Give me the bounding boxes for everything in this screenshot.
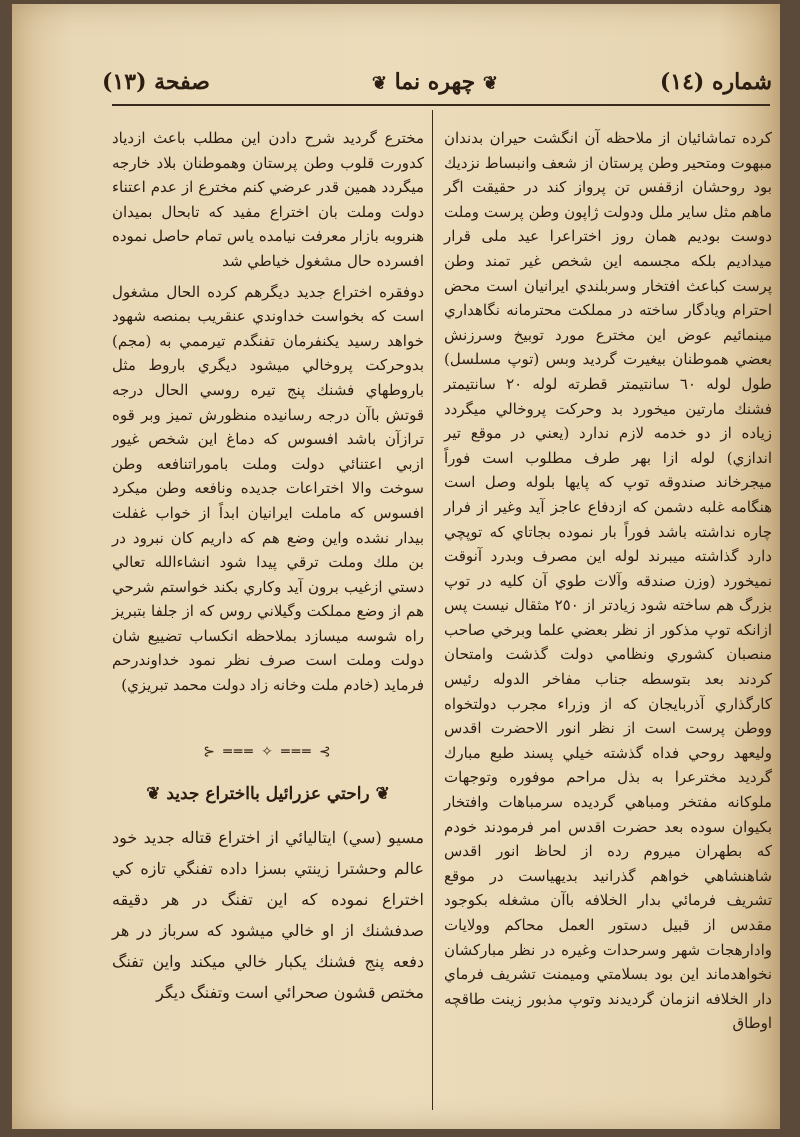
masthead-title-group — [372, 69, 498, 95]
page-header — [102, 62, 772, 102]
left-column-paragraph-1: مخترع گردید شرح دادن این مطلب باعث ازدیاد کدورت قلوب وطن پرستان وهموطنان بلاد خارجه میگردد همین قدر عرضي کنم مخترع از عدم اعتناء دولت وملت بان اختراع مفید که تابحال بمیدان هنروبه بازار معرفت نیامده یاس تمام حاصل نموده افسرده حال مشغول خیاطي شد — [112, 129, 424, 270]
article-body — [112, 822, 424, 1008]
issue-number: شماره (١٤) — [659, 69, 772, 95]
right-column — [444, 126, 772, 1036]
masthead-title: چهره نما — [394, 69, 476, 95]
page-number: صفحة (١٣) — [102, 69, 210, 95]
column-divider — [432, 110, 433, 1110]
left-column-paragraph-2: دوفقره اختراع جدید دیگرهم کرده الحال مشغول است که بخواست خداوندي عنقریب بمنصه شهود خواهد رسید یکنفرمان تفنگدم تیرممي به (مجم) بدوحرکت پروخالي میشود دیگري باروط مثل باروطهاي فشنك پنج تیره روسي الحال درجه قوتش باآن درجه رسانیده منظورش تمیز وبر قوه ترازآن باشد افسوس که دماغ این شخص غیور ازبي اعتنائي دولت وملت باموراتنافعه وطن سوخت والا اختراعات جدیده ونافعه وطن میکرد افسوس که ماملت ایرانیان ابداً از خواب غفلت بیدار نشده واین وضع هم که داریم کان نبرود در بن ملك وملت ترقي پیدا شود انشاءالله تعالي دستي ازغیب برون آید وکاري بکند خواستم شرحي هم از وضع مملکت وگیلاني روس که از جلفا بتبریز راه شوسه میسازد بملاحظه انکساب تضییع شان دولت وملت است صرف نظر نمود خداوندرحم فرماید (خادم ملت وخانه زاد دولت محمد تبریزي) — [112, 282, 424, 695]
right-column-text: کرده تماشائیان از ملاحظه آن انگشت حیران بدندان مبهوت ومتحیر وطن پرستان از شعف وانبساط نزدیك بود روحشان ازقفس تن پرواز کند در حقیقت اگر ماهم مثل سایر ملل ودولت ژاپون وطن پرست وملت دوست بودیم همان روز اختراعرا عید ملی قرار میدادیم بلکه مجسمه این شخص غیر تمند وطن پرست کباعث افتخار وسربلندي ایرانیان است محض احترام ویادگار ساخته در مملکت محترمانه نگاهداري مینمائیم عوض این مخترع مورد توبیخ وسرزنش بعضي هموطنان بیغیرت گردید وبس (توپ مسلسل) طول لوله ٦٠ سانتیمتر قطرته لوله ٢٠ سانتیمتر فشنك مارتین میخورد بد وحرکت پروخالي میگردد زیاده از دو خدمه لازم ندارد (یعني در موقع تیر اندازي) لوله ازا بهر طرف مطلوب است فوراً میجرخاند صندوقه توپ که پایها بلوله وصل است هنگامه غلبه دشمن که ازدفاع عاجز آید وغیر از فرار چاره نداشته باشد فوراً بار نموده بجاتاي که توپچي دارد گذاشته میبرند لوله اين مصرف وبدرد آنوقت نمیخورد (وزن صندقه وآلات طوي آن کلیه در توپ بزرگ هم ساخته شود زیادتر از ٢٥٠ مثقال نیست پس ازانکه توپ مذکور از نظر بعضي علما وبرخي صاحب منصبان کشوري ونظامي دولت گذشت وامتحان کردند بعد بتوسطه جناب مفاخر الدوله رئیس کارگذاري آذربایجان که از وزراء مجرب دولتخواه ووطن پرست است از نظر انور الاحضرت اقدس ولیعهد روحي فداه گذشته خیلي پسند طبع مبارك گردید مخترعرا به بذل مراحم موفوره وتوجهات ملوکانه مفتخر ومباهي گردیده سرمباهات وافتخار بکیوان سوده بعد حضرت اقدس امر فرمودند خودم که بطهران میروم رده از لحاظ انور اقدس شاهنشاهي خواهم گذرانید بدیهیاست در موقع تشریف فرمائي بدار الخلافه باآن مشغله بکوجود مقدس از قبیل دستور العمل محاکم وولایات وادارهجات شهر وسرحدات وغیره در نظر مبارکشان نخواهدماند این بود بسلامتي ومیمنت تشریف فرماي دار الخلافه انزمان گردیدند وتوپ مذبور زینت طاقچه اوطاق — [444, 129, 772, 1033]
left-column — [112, 126, 424, 698]
newspaper-page — [12, 4, 780, 1129]
article-heading: ❦ راحتي عزرائیل بااختراع جدید ❦ — [146, 784, 390, 804]
ornamental-separator: ⊱ ═══ ✧ ═══ ⊰ — [203, 744, 333, 760]
article-body-text: مسیو (سي) ایتالیائي از اختراع قتاله جدید خود عالم وحشترا زینتي بسزا داده تفنگي تازه كي اختراع نموده كه این تفنگ در هر دقیقه صدفشنك از او خالي میشود كه سرباز در هر دفعه پنج فشنك یکبار خالي میکند واین تفنگ مختص قشون صحرائي است وتفنگ دیگر — [112, 828, 424, 1002]
header-rule — [112, 104, 770, 106]
ornament-left-icon: ❦ — [371, 73, 387, 94]
ornament-right-icon: ❦ — [482, 73, 498, 94]
